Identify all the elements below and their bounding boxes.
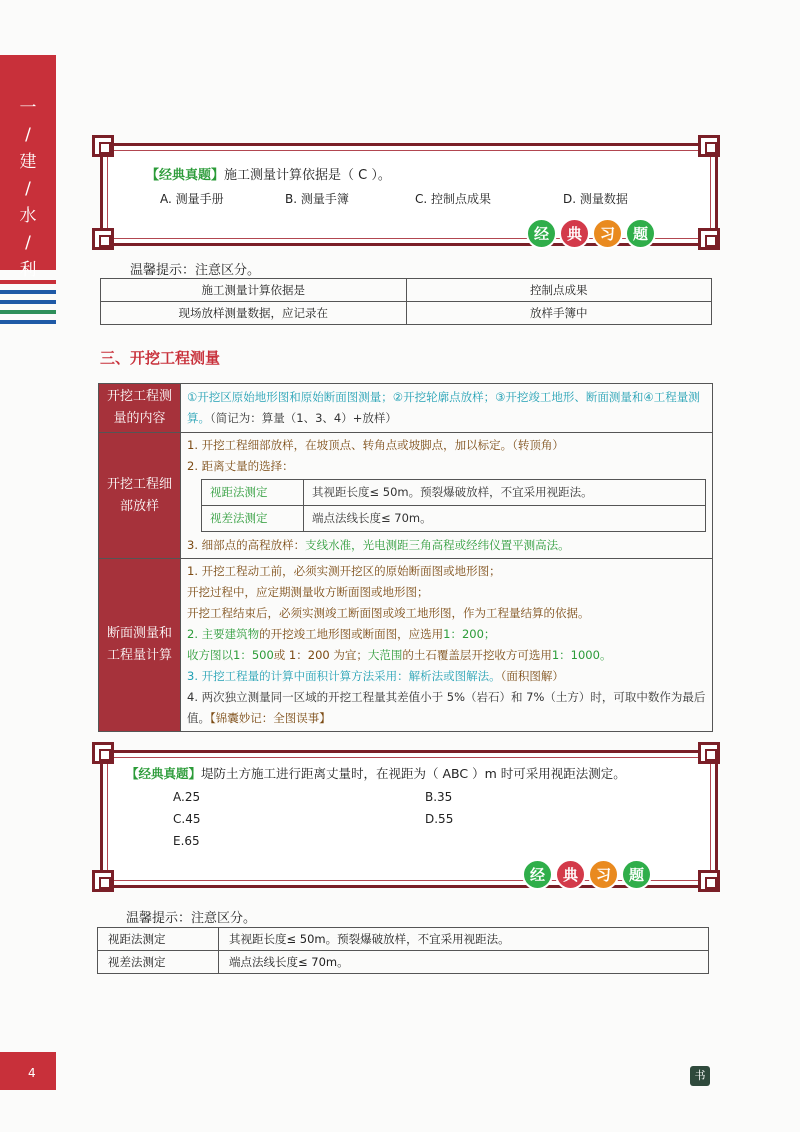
row-header: 断面测量和工程量计算	[99, 559, 181, 732]
table-cell: 视距法测定	[202, 480, 304, 506]
page-number-box	[0, 1052, 56, 1090]
text-span: 支线水准，光电测距三角高程或经纬仪置平测高法。	[305, 538, 570, 552]
table-row	[99, 384, 713, 433]
question-1-stem	[146, 164, 391, 183]
text-span: 【锦囊妙记：全图误事】	[210, 711, 331, 725]
row-body	[181, 433, 713, 559]
option-b: B.35	[425, 790, 453, 804]
row-header: 开挖工程细部放样	[99, 433, 181, 559]
frame-corner	[92, 135, 114, 157]
text-line: 开挖过程中，应定期测量收方断面图或地形图；	[187, 585, 429, 599]
question-text: 施工测量计算依据是（ C ）。	[224, 168, 391, 183]
text-span: 的土石覆盖层开挖收方可选用	[402, 648, 552, 662]
text-line: 1. 开挖工程动工前，必须实测开挖区的原始断面图或地形图；	[187, 564, 501, 578]
badge-char: 习	[592, 218, 623, 249]
option-a: A.25	[173, 790, 201, 804]
option-d: D. 测量数据	[563, 192, 628, 206]
side-stripe	[0, 280, 56, 284]
frame-corner	[698, 228, 720, 250]
text-line	[187, 624, 706, 645]
table-cell: 施工测量计算依据是	[101, 279, 407, 302]
frame-corner	[698, 870, 720, 892]
distance-table	[201, 479, 706, 532]
table-row	[101, 302, 712, 325]
badge-char: 题	[621, 859, 652, 890]
option-a: A. 测量手册	[160, 192, 224, 206]
table-cell: 控制点成果	[406, 279, 712, 302]
section-title: 三、开挖工程测量	[100, 349, 221, 367]
badge-char: 习	[588, 859, 619, 890]
frame-corner	[92, 742, 114, 764]
book-icon: 书	[690, 1066, 710, 1086]
text-span: 大范围	[367, 648, 403, 662]
survey-mnemonic: （简记为：算量（1、3、4）+放样）	[210, 411, 397, 425]
text-span: 4. 两次独立测量同一区域的开挖工程量其差值小于 5%（岩石）和 7%（土方）时，可取中数作为最后值。	[187, 690, 706, 725]
text-line	[187, 645, 706, 666]
table-row	[202, 480, 706, 506]
option-e: E.65	[173, 834, 200, 848]
side-stripe	[0, 290, 56, 294]
question-tag: 【经典真题】	[126, 766, 202, 781]
side-stripe	[0, 320, 56, 324]
table-row	[99, 559, 713, 732]
tip-label-2: 温馨提示：注意区分。	[126, 911, 257, 926]
row-body	[181, 559, 713, 732]
text-span: 3. 细部点的高程放样：	[187, 538, 306, 552]
excavation-survey-table	[98, 383, 713, 732]
text-line	[187, 666, 706, 687]
badge-char: 经	[526, 218, 557, 249]
table-cell: 端点法线长度≤ 70m。	[304, 506, 706, 532]
frame-corner	[698, 135, 720, 157]
text-line: 开挖工程结束后，必须实测竣工断面图或竣工地形图，作为工程量结算的依据。	[187, 606, 590, 620]
frame-corner	[92, 228, 114, 250]
option-c: C.45	[173, 812, 201, 826]
question-1-options	[160, 190, 700, 207]
exercise-badge-1	[524, 218, 656, 249]
table-row	[101, 279, 712, 302]
table-cell: 视差法测定	[98, 951, 219, 974]
text-span: 3. 开挖工程量的计算中面积计算方法采用：解析法或图解法。	[187, 669, 501, 683]
question-text: 堤防土方施工进行距离丈量时，在视距为（ ABC ）m 时可采用视距法测定。	[201, 766, 626, 781]
text-span: 2. 主要建筑物	[187, 627, 260, 641]
text-span: 收方图以	[187, 648, 233, 662]
row-header: 开挖工程测量的内容	[99, 384, 181, 433]
table-row	[98, 951, 709, 974]
side-stripe	[0, 300, 56, 304]
text-span: 的开挖竣工地形图或断面图，应选用	[259, 627, 444, 641]
text-line	[187, 535, 706, 556]
tip-table-2	[97, 927, 709, 974]
exercise-badge-2	[520, 859, 652, 890]
page-number: 4	[28, 1066, 36, 1080]
question-tag: 【经典真题】	[146, 168, 225, 183]
table-cell: 放样手簿中	[406, 302, 712, 325]
text-span: 1：1000。	[551, 648, 612, 662]
table-cell: 视差法测定	[202, 506, 304, 532]
table-row	[202, 506, 706, 532]
survey-content: ①开挖区原始地形图和原始断面图测量；②开挖轮廓点放样；③开挖竣工地形、断面测量和④工程量测算。	[187, 390, 700, 425]
text-line: 1. 开挖工程细部放样，在坡顶点、转角点或坡脚点，加以标定。（转顶角）	[187, 438, 564, 452]
text-span: 1：500	[233, 648, 274, 662]
text-span: 或 1：200 为宜；	[273, 648, 368, 662]
option-b: B. 测量手簿	[285, 192, 349, 206]
text-span: 1：200；	[443, 627, 496, 641]
table-cell: 其视距长度≤ 50m。预裂爆破放样，不宜采用视距法。	[219, 928, 709, 951]
badge-char: 典	[555, 859, 586, 890]
table-cell: 端点法线长度≤ 70m。	[219, 951, 709, 974]
option-c: C. 控制点成果	[415, 192, 492, 206]
frame-corner	[698, 742, 720, 764]
badge-char: 题	[625, 218, 656, 249]
frame-corner	[92, 870, 114, 892]
option-d: D.55	[425, 812, 454, 826]
row-body	[181, 384, 713, 433]
badge-char: 经	[522, 859, 553, 890]
text-span: （面积图解）	[500, 669, 564, 683]
side-chapter-label: 一 / 建 / 水 / 利	[19, 98, 37, 280]
side-stripe	[0, 310, 56, 314]
table-cell: 其视距长度≤ 50m。预裂爆破放样，不宜采用视距法。	[304, 480, 706, 506]
table-cell: 现场放样测量数据，应记录在	[101, 302, 407, 325]
table-row	[99, 433, 713, 559]
table-row	[98, 928, 709, 951]
badge-char: 典	[559, 218, 590, 249]
tip-table-1	[100, 278, 712, 325]
question-2-stem	[126, 764, 626, 782]
text-line: 2. 距离丈量的选择：	[187, 459, 294, 473]
tip-label-1: 温馨提示：注意区分。	[130, 263, 261, 278]
text-line	[187, 687, 706, 729]
table-cell: 视距法测定	[98, 928, 219, 951]
